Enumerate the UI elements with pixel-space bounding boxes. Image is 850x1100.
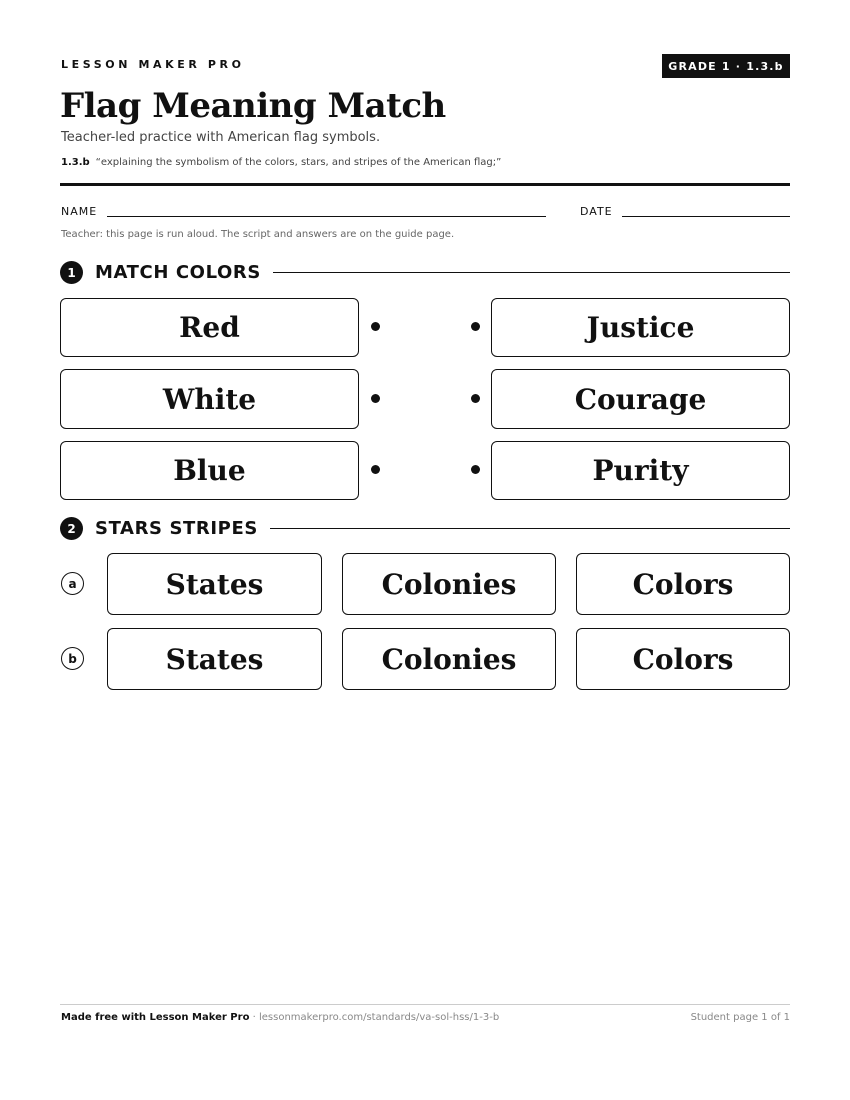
- meaning-card-purity[interactable]: Purity: [491, 441, 790, 500]
- match-dot-right-2[interactable]: [471, 394, 480, 403]
- color-card-blue[interactable]: Blue: [60, 441, 359, 500]
- choice-card-b-states[interactable]: States: [107, 628, 322, 690]
- match-dot-right-1[interactable]: [471, 322, 480, 331]
- row-letter-b: b: [61, 647, 84, 670]
- page-title: Flag Meaning Match: [60, 86, 446, 126]
- choice-card-b-colors[interactable]: Colors: [576, 628, 790, 690]
- footer-url[interactable]: lessonmakerpro.com/standards/va-sol-hss/1-3-b: [258, 1012, 500, 1023]
- footer-separator: ·: [249, 1012, 259, 1023]
- choice-card-a-colors[interactable]: Colors: [576, 553, 790, 615]
- section-2-rule: [270, 528, 790, 529]
- match-dot-right-3[interactable]: [471, 465, 480, 474]
- standard-text: “explaining the symbolism of the colors, stars, and stripes of the American flag;”: [95, 157, 502, 168]
- section-2-title: STARS STRIPES: [95, 518, 258, 539]
- match-dot-left-3[interactable]: [371, 465, 380, 474]
- section-2-header: [60, 517, 790, 540]
- grade-badge: GRADE 1 · 1.3.b: [662, 54, 790, 78]
- footer-divider: [60, 1004, 790, 1005]
- section-1-header: [60, 261, 790, 284]
- name-field[interactable]: [107, 216, 546, 217]
- footer-credit: [61, 1012, 499, 1023]
- match-dot-left-1[interactable]: [371, 322, 380, 331]
- section-1-title: MATCH COLORS: [95, 262, 261, 283]
- footer-made-by: Made free with Lesson Maker Pro: [61, 1012, 250, 1023]
- standard-line: [61, 157, 501, 168]
- choice-card-a-colonies[interactable]: Colonies: [342, 553, 556, 615]
- match-dot-left-2[interactable]: [371, 394, 380, 403]
- brand-name: LESSON MAKER PRO: [61, 58, 245, 71]
- choice-card-b-colonies[interactable]: Colonies: [342, 628, 556, 690]
- meaning-card-justice[interactable]: Justice: [491, 298, 790, 357]
- row-letter-a: a: [61, 572, 84, 595]
- name-label: NAME: [61, 205, 98, 218]
- header-divider: [60, 183, 790, 186]
- color-card-red[interactable]: Red: [60, 298, 359, 357]
- page-subtitle: Teacher-led practice with American flag symbols.: [61, 130, 381, 145]
- color-card-white[interactable]: White: [60, 369, 359, 429]
- standard-code: 1.3.b: [61, 157, 90, 168]
- teacher-note: Teacher: this page is run aloud. The script and answers are on the guide page.: [61, 229, 455, 240]
- footer-page-number: Student page 1 of 1: [690, 1012, 790, 1023]
- section-2-number: 2: [60, 517, 83, 540]
- date-field[interactable]: [622, 216, 790, 217]
- meaning-card-courage[interactable]: Courage: [491, 369, 790, 429]
- date-label: DATE: [580, 205, 613, 218]
- section-1-rule: [273, 272, 790, 273]
- choice-card-a-states[interactable]: States: [107, 553, 322, 615]
- section-1-number: 1: [60, 261, 83, 284]
